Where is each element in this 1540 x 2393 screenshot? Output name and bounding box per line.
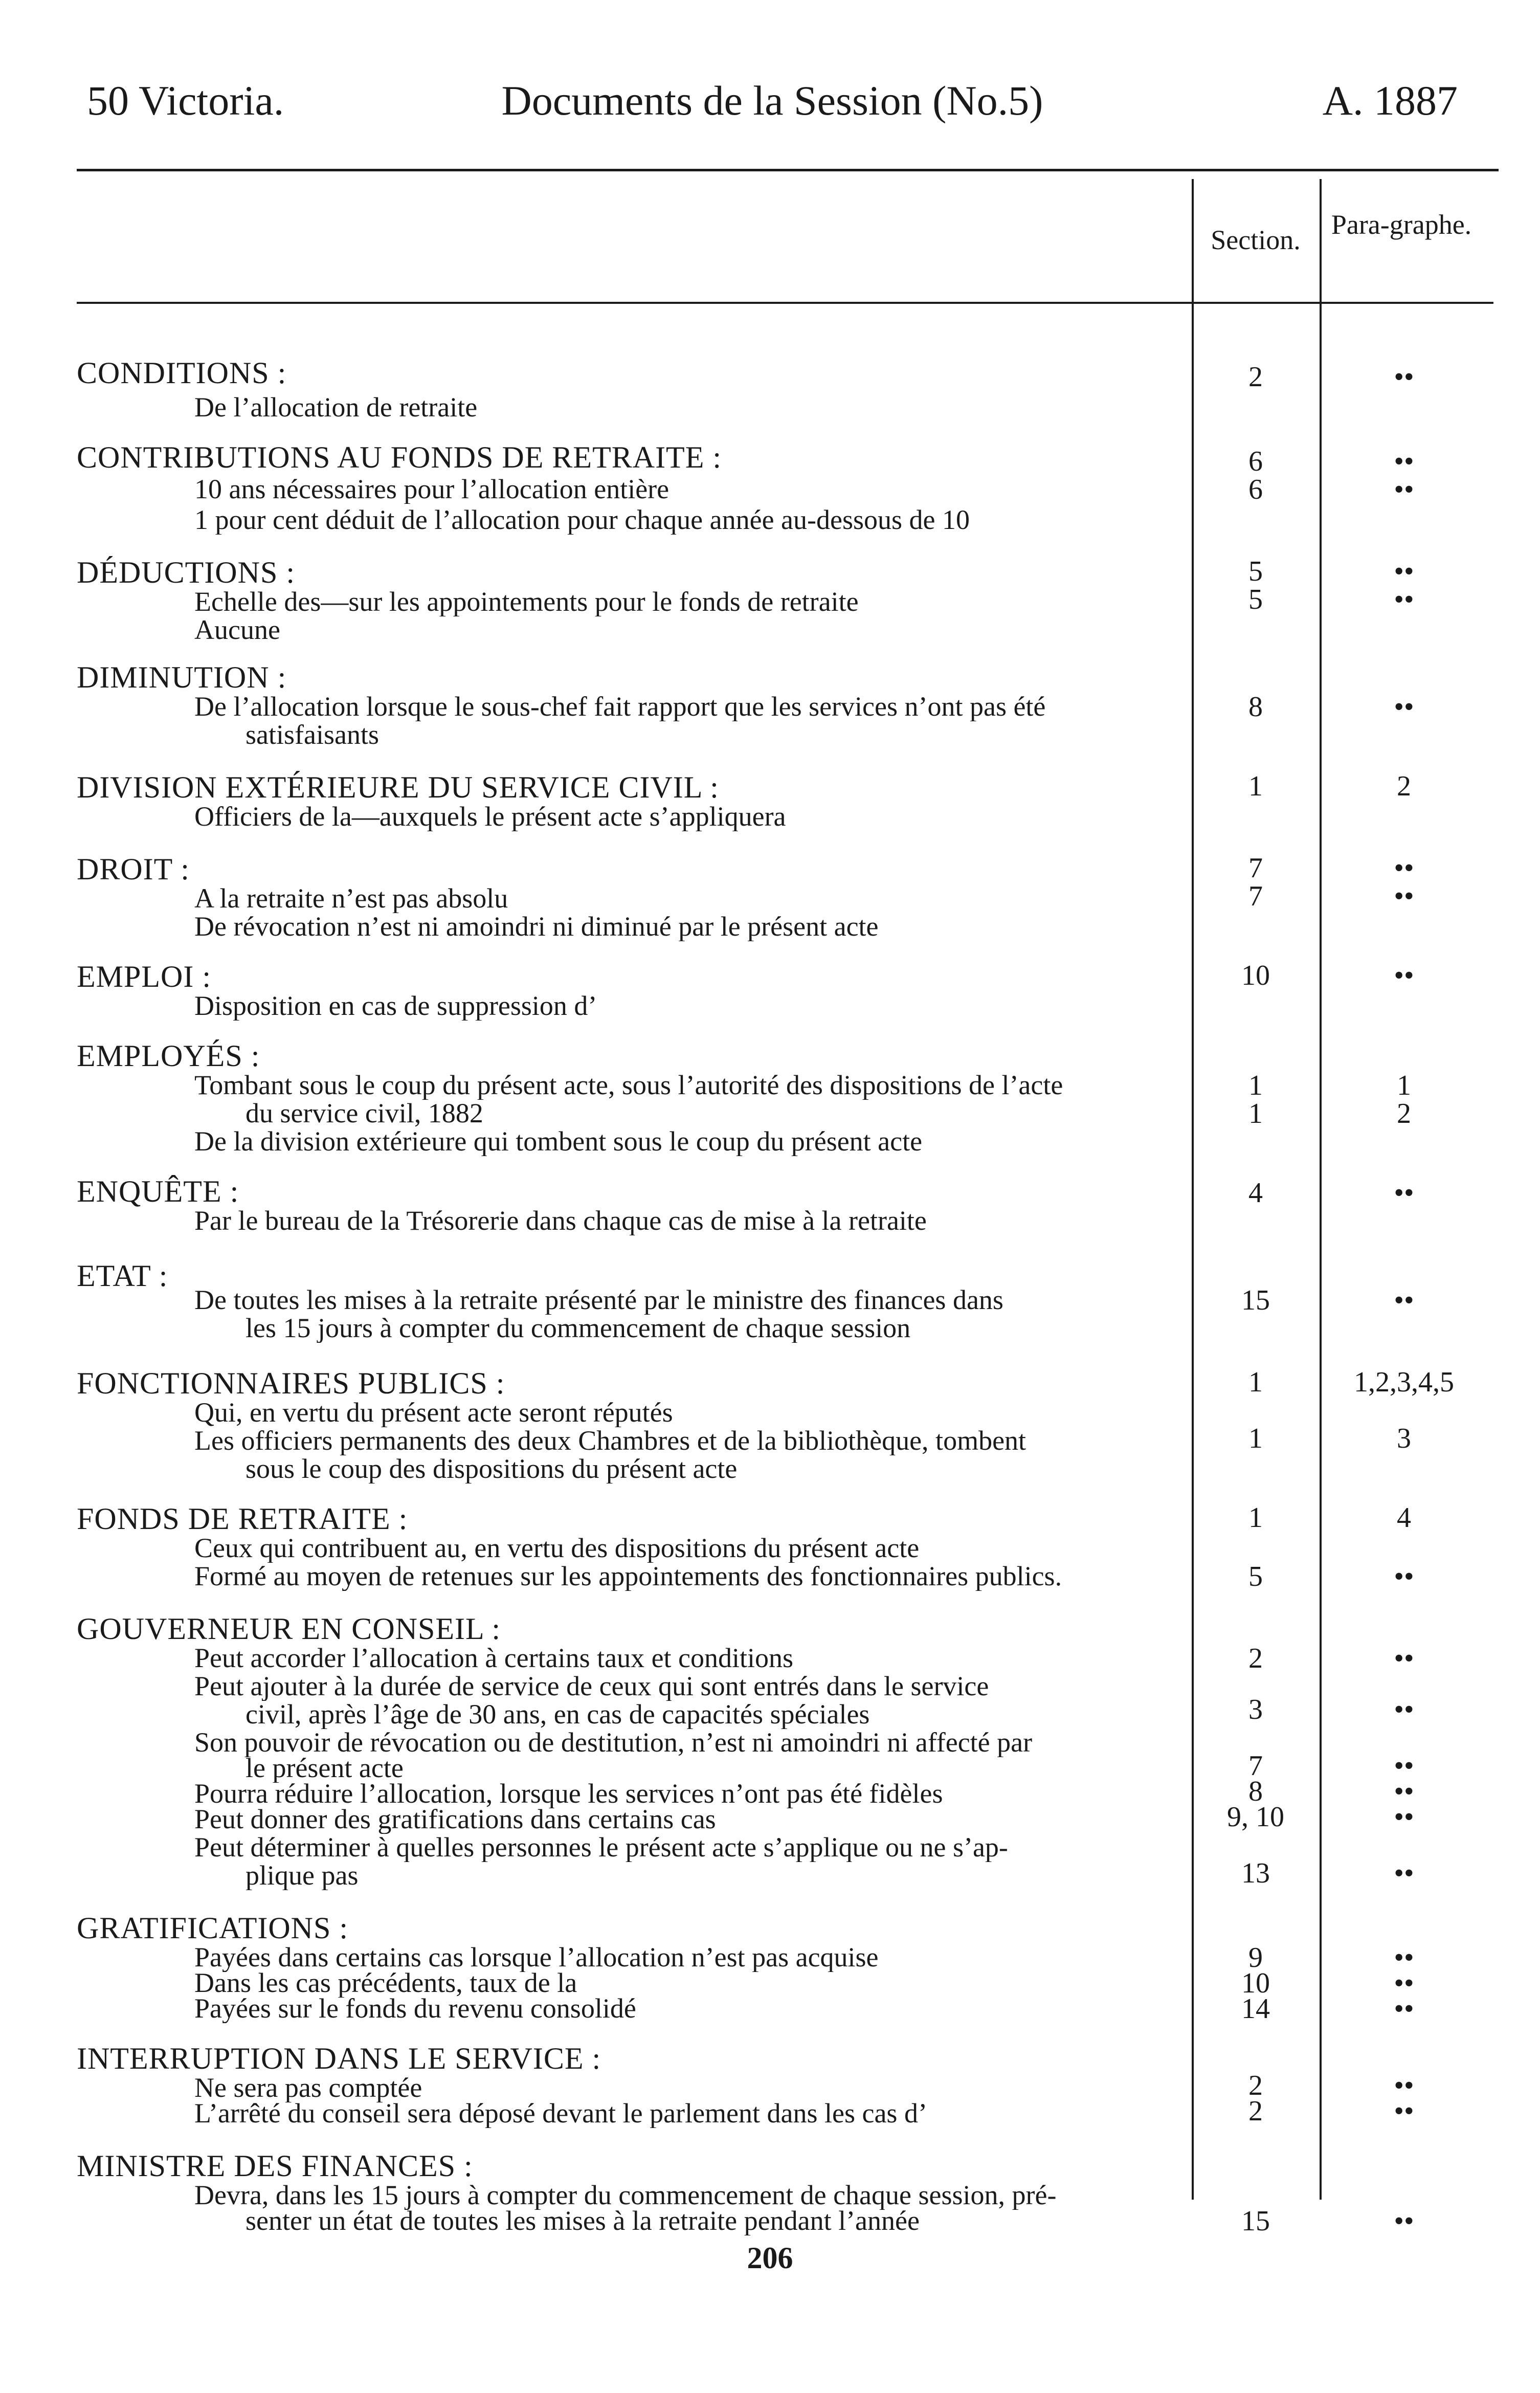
heading-conditions: CONDITIONS : bbox=[77, 356, 287, 390]
paragraph-number: 1,2,3,4,5 bbox=[1354, 1366, 1454, 1398]
entry-line: Peut donner des gratifications dans certains cas bbox=[194, 1804, 716, 1834]
entry-line: Ceux qui contribuent au, en vertu des dispositions du présent acte bbox=[194, 1533, 920, 1563]
entry-line: les 15 jours à compter du commencement de chaque session bbox=[245, 1313, 911, 1343]
paragraph-number: •• bbox=[1394, 1776, 1414, 1807]
entry-line: Qui, en vertu du présent acte seront réputés bbox=[194, 1397, 673, 1427]
paragraph-number: •• bbox=[1394, 361, 1414, 393]
header-right: A. 1887 bbox=[1322, 77, 1458, 124]
section-number: 14 bbox=[1241, 1993, 1270, 2025]
heading-diminution: DIMINUTION : bbox=[77, 660, 287, 694]
section-number: 2 bbox=[1248, 2095, 1263, 2127]
paragraph-number: •• bbox=[1394, 556, 1414, 587]
section-number: 2 bbox=[1248, 2070, 1263, 2101]
entry-line: Officiers de la—auxquels le présent acte s’appliquera bbox=[194, 801, 786, 831]
paragraph-number: •• bbox=[1394, 852, 1414, 884]
section-number: 10 bbox=[1241, 960, 1270, 991]
heading-emploi: EMPLOI : bbox=[77, 960, 211, 993]
paragraph-number: •• bbox=[1394, 1177, 1414, 1209]
heading-enquete: ENQUÊTE : bbox=[77, 1175, 239, 1208]
paragraph-number: •• bbox=[1394, 1801, 1414, 1833]
entry-line: Peut accorder l’allocation à certains taux et conditions bbox=[194, 1643, 794, 1673]
entry-line: satisfaisants bbox=[245, 719, 379, 749]
heading-division: DIVISION EXTÉRIEURE DU SERVICE CIVIL : bbox=[77, 770, 719, 804]
heading-ministre: MINISTRE DES FINANCES : bbox=[77, 2149, 473, 2183]
paragraph-column-header: Para-graphe. bbox=[1331, 209, 1472, 240]
heading-contributions: CONTRIBUTIONS AU FONDS DE RETRAITE : bbox=[77, 440, 722, 474]
page-number: 206 bbox=[747, 2241, 793, 2275]
section-number: 13 bbox=[1241, 1857, 1270, 1889]
entry-line: Ne sera pas comptée bbox=[194, 2072, 422, 2102]
section-number: 6 bbox=[1248, 474, 1263, 505]
header-rule bbox=[77, 302, 1493, 304]
heading-interruption: INTERRUPTION DANS LE SERVICE : bbox=[77, 2042, 601, 2075]
entry-line: Son pouvoir de révocation ou de destitution, n’est ni amoindri ni affecté par bbox=[194, 1727, 1033, 1757]
entry-line: Devra, dans les 15 jours à compter du commencement de chaque session, pré- bbox=[194, 2180, 1057, 2210]
paragraph-number: 2 bbox=[1397, 770, 1411, 802]
entry-line: 1 pour cent déduit de l’allocation pour chaque année au-dessous de 10 bbox=[194, 504, 970, 535]
paragraph-number: •• bbox=[1394, 1561, 1414, 1592]
section-number: 2 bbox=[1248, 1643, 1263, 1674]
entry-line: De toutes les mises à la retraite présenté par le ministre des finances dans bbox=[194, 1284, 1003, 1315]
section-number: 1 bbox=[1248, 1070, 1263, 1101]
paragraph-number: •• bbox=[1394, 1643, 1414, 1674]
section-number: 7 bbox=[1248, 880, 1263, 912]
heading-fonctionnaires: FONCTIONNAIRES PUBLICS : bbox=[77, 1366, 505, 1400]
entry-line: Dans les cas précédents, taux de la bbox=[194, 1967, 577, 1998]
entry-line: De la division extérieure qui tombent sous le coup du présent acte bbox=[194, 1126, 923, 1156]
paragraph-number: •• bbox=[1394, 2070, 1414, 2101]
paragraph-number: 3 bbox=[1397, 1423, 1411, 1454]
entry-line: Payées sur le fonds du revenu consolidé bbox=[194, 1993, 636, 2023]
entry-line: 10 ans nécessaires pour l’allocation entière bbox=[194, 474, 669, 504]
paragraph-number: •• bbox=[1394, 446, 1414, 477]
paragraph-number: •• bbox=[1394, 1284, 1414, 1316]
paragraph-number: •• bbox=[1394, 1857, 1414, 1889]
entry-line: Formé au moyen de retenues sur les appointements des fonctionnaires publics. bbox=[194, 1561, 1062, 1591]
entry-line: De l’allocation de retraite bbox=[194, 392, 478, 422]
paragraph-number: 2 bbox=[1397, 1098, 1411, 1129]
entry-line: L’arrêté du conseil sera déposé devant le parlement dans les cas d’ bbox=[194, 2098, 927, 2128]
heading-fonds: FONDS DE RETRAITE : bbox=[77, 1502, 408, 1536]
section-number: 1 bbox=[1248, 1366, 1263, 1398]
section-number: 1 bbox=[1248, 1502, 1263, 1534]
heading-etat: ETAT : bbox=[77, 1259, 168, 1293]
heading-gratifications: GRATIFICATIONS : bbox=[77, 1911, 349, 1945]
entry-line: Aucune bbox=[194, 614, 280, 645]
section-number: 9, 10 bbox=[1227, 1801, 1284, 1833]
entry-line: Disposition en cas de suppression d’ bbox=[194, 990, 597, 1021]
paragraph-number: •• bbox=[1394, 1967, 1414, 1999]
section-number: 5 bbox=[1248, 584, 1263, 615]
entry-line: Par le bureau de la Trésorerie dans chaque cas de mise à la retraite bbox=[194, 1205, 927, 1235]
section-number: 4 bbox=[1248, 1177, 1263, 1209]
entry-line: Peut déterminer à quelles personnes le présent acte s’applique ou ne s’ap- bbox=[194, 1832, 1008, 1862]
section-number: 15 bbox=[1241, 1284, 1270, 1316]
paragraph-number: •• bbox=[1394, 2095, 1414, 2127]
paragraph-number: •• bbox=[1394, 1694, 1414, 1725]
section-number: 7 bbox=[1248, 852, 1263, 884]
section-number: 10 bbox=[1241, 1967, 1270, 1999]
section-number: 8 bbox=[1248, 691, 1263, 723]
paragraph-number: •• bbox=[1394, 584, 1414, 615]
paragraph-number: •• bbox=[1394, 880, 1414, 912]
top-rule bbox=[77, 169, 1499, 171]
section-number: 1 bbox=[1248, 1098, 1263, 1129]
entry-line: plique pas bbox=[245, 1860, 359, 1890]
paragraph-number: •• bbox=[1394, 474, 1414, 505]
section-number: 15 bbox=[1241, 2205, 1270, 2237]
entry-line: sous le coup des dispositions du présent acte bbox=[245, 1453, 738, 1483]
heading-gouverneur: GOUVERNEUR EN CONSEIL : bbox=[77, 1612, 501, 1646]
section-number: 2 bbox=[1248, 361, 1263, 393]
entry-line: du service civil, 1882 bbox=[245, 1098, 483, 1128]
header-left: 50 Victoria. bbox=[87, 77, 284, 124]
paragraph-number: •• bbox=[1394, 2205, 1414, 2237]
section-number: 3 bbox=[1248, 1694, 1263, 1725]
paragraph-number: •• bbox=[1394, 1993, 1414, 2025]
heading-deductions: DÉDUCTIONS : bbox=[77, 556, 295, 589]
entry-line: A la retraite n’est pas absolu bbox=[194, 883, 508, 913]
section-number: 6 bbox=[1248, 446, 1263, 477]
section-number: 9 bbox=[1248, 1942, 1263, 1974]
heading-employes: EMPLOYÉS : bbox=[77, 1039, 260, 1073]
entry-line: senter un état de toutes les mises à la retraite pendant l’année bbox=[245, 2205, 920, 2235]
section-number: 7 bbox=[1248, 1750, 1263, 1782]
entry-line: Payées dans certains cas lorsque l’allocation n’est pas acquise bbox=[194, 1942, 879, 1972]
entry-line: civil, après l’âge de 30 ans, en cas de capacités spéciales bbox=[245, 1699, 870, 1729]
section-number: 1 bbox=[1248, 770, 1263, 802]
running-header bbox=[87, 77, 1458, 138]
paragraph-number: •• bbox=[1394, 1750, 1414, 1782]
entry-line: Tombant sous le coup du présent acte, sous l’autorité des dispositions de l’acte bbox=[194, 1070, 1063, 1100]
entry-line: Echelle des—sur les appointements pour le fonds de retraite bbox=[194, 586, 859, 616]
paragraph-number: •• bbox=[1394, 691, 1414, 723]
paragraph-number: 1 bbox=[1397, 1070, 1411, 1101]
entry-line: Pourra réduire l’allocation, lorsque les services n’ont pas été fidèles bbox=[194, 1778, 943, 1808]
section-number: 5 bbox=[1248, 556, 1263, 587]
paragraph-number: •• bbox=[1394, 1942, 1414, 1974]
heading-droit: DROIT : bbox=[77, 852, 190, 886]
section-number: 8 bbox=[1248, 1776, 1263, 1807]
section-column-header: Section. bbox=[1211, 225, 1301, 255]
entry-line: De révocation n’est ni amoindri ni diminué par le présent acte bbox=[194, 911, 879, 941]
header-center: Documents de la Session (No.5) bbox=[501, 77, 1043, 124]
paragraph-number: 4 bbox=[1397, 1502, 1411, 1534]
entry-line: Les officiers permanents des deux Chambres et de la bibliothèque, tombent bbox=[194, 1425, 1026, 1455]
entry-line: De l’allocation lorsque le sous-chef fait rapport que les services n’ont pas été bbox=[194, 691, 1046, 721]
paragraph-number: •• bbox=[1394, 960, 1414, 991]
section-number: 1 bbox=[1248, 1423, 1263, 1454]
section-number: 5 bbox=[1248, 1561, 1263, 1592]
entry-line: le présent acte bbox=[245, 1753, 404, 1783]
entry-line: Peut ajouter à la durée de service de ceux qui sont entrés dans le service bbox=[194, 1671, 989, 1701]
